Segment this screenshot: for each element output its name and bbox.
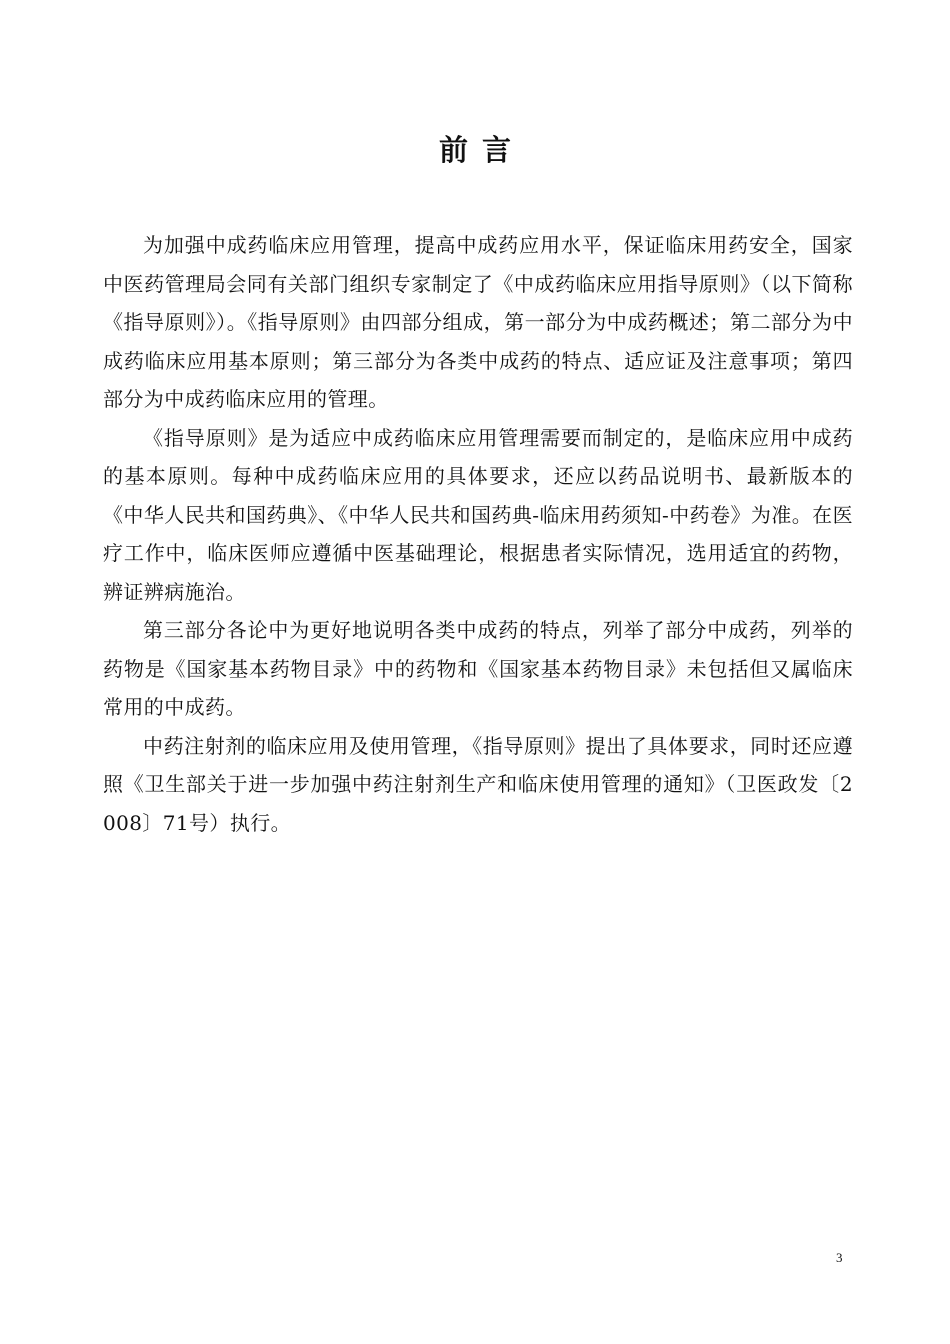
paragraph-3: 第三部分各论中为更好地说明各类中成药的特点，列举了部分中成药，列举的药物是《国家基本药物目录》中的药物和《国家基本药物目录》未包括但又属临床常用的中成药。 [103, 618, 853, 719]
paragraph-4: 中药注射剂的临床应用及使用管理，《指导原则》提出了具体要求，同时还应遵照《卫生部关于进一步加强中药注射剂生产和临床使用管理的通知》（卫医政发〔2008〕71号）执行。 [103, 733, 853, 835]
paragraph-1: 为加强中成药临床应用管理，提高中成药应用水平，保证临床用药安全，国家中医药管理局会同有关部门组织专家制定了《中成药临床应用指导原则》（以下简称《指导原则》）。《指导原则》由四部分组成，第一部分为中成药概述；第二部分为中成药临床应用基本原则；第三部分为各类中成药的特点、适应证及注意事项；第四部分为中成药临床应用的管理。 [103, 233, 853, 411]
page-title: 前言 [438, 133, 525, 167]
document-body [103, 226, 853, 842]
page-number: 3 [836, 1250, 843, 1265]
paragraph-2: 《指导原则》是为适应中成药临床应用管理需要而制定的，是临床应用中成药的基本原则。每种中成药临床应用的具体要求，还应以药品说明书、最新版本的《中华人民共和国药典》、《中华人民共和国药典-临床用药须知-中药卷》为准。在医疗工作中，临床医师应遵循中医基础理论，根据患者实际情况，选用适宜的药物，辨证辨病施治。 [103, 425, 853, 604]
